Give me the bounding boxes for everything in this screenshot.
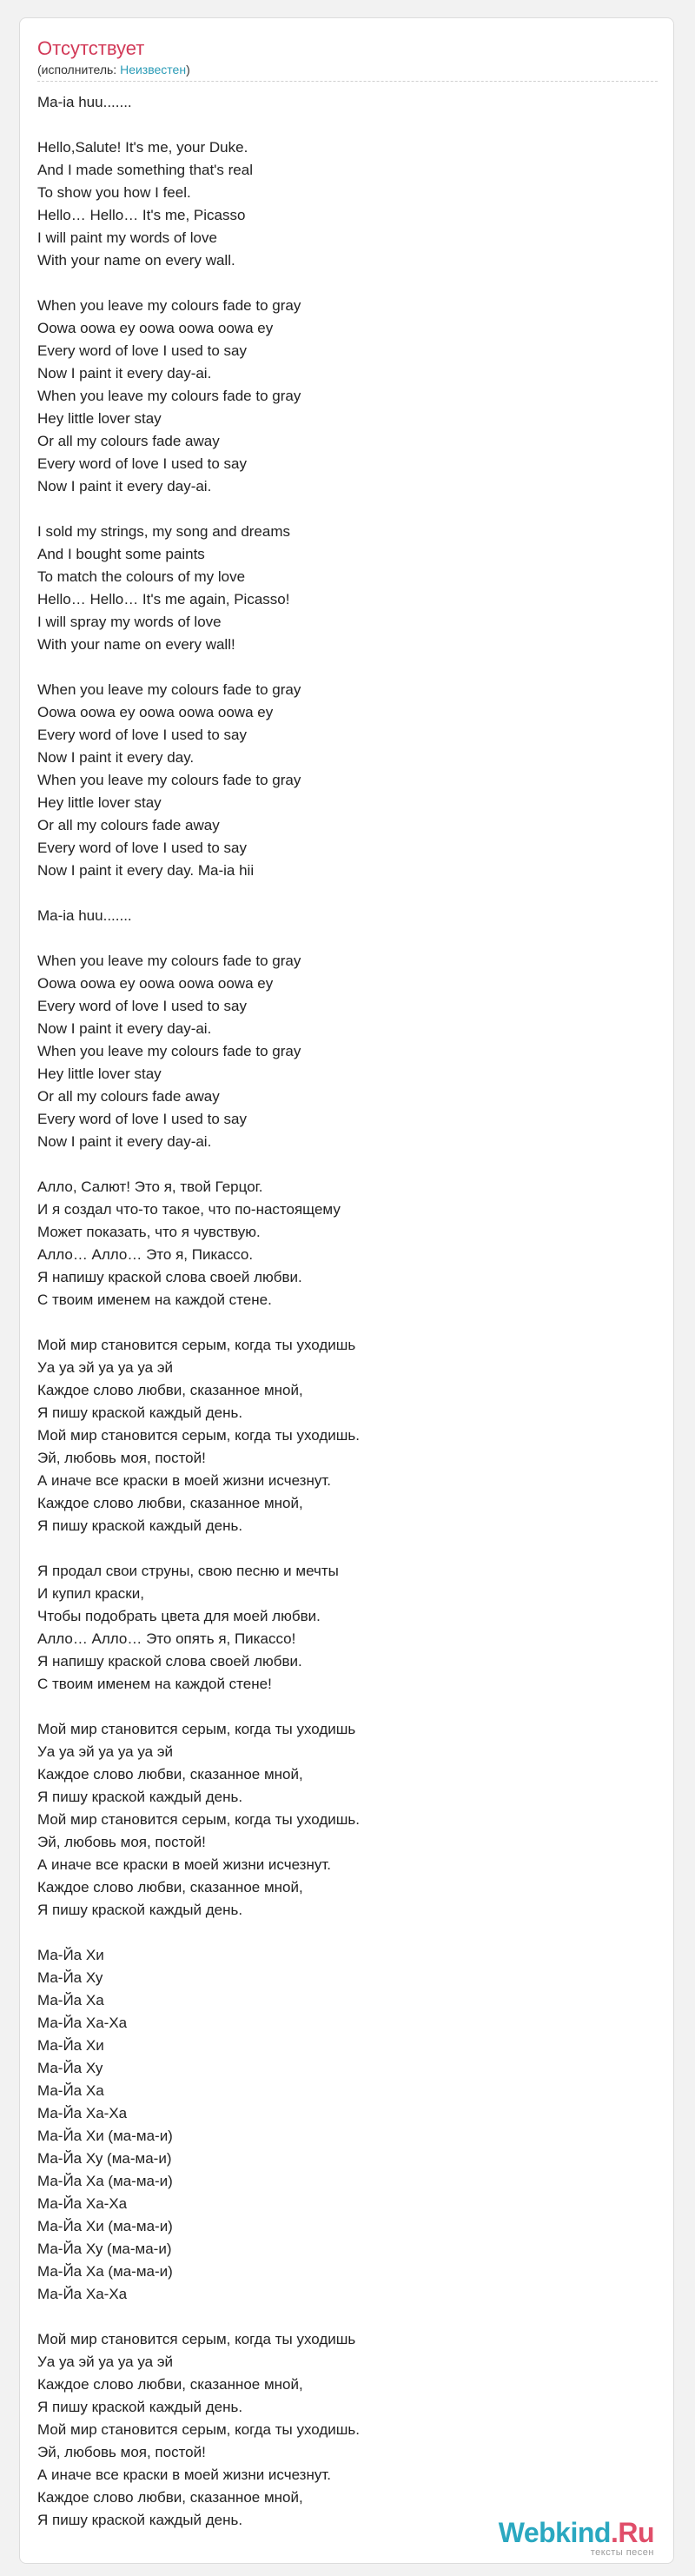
artist-line xyxy=(37,62,658,82)
lyrics-text: Ma-ia huu....... Hello,Salute! It's me, your Duke. And I made something that's real To show you how I feel. Hello… Hello… It's me, Picasso I will paint my words of love With your name on every wall. When you leave my colours fade to gray Oowa oowa ey oowa oowa oowa ey Every word of love I used to say Now I paint it every day-ai. When you leave my colours fade to gray Hey little lover stay Or all my colours fade away Every word of love I used to say Now I paint it every day-ai. I sold my strings, my song and dreams And I bought some paints To match the colours of my love Hello… Hello… It's me again, Picasso! I will spray my words of love With your name on every wall! When you leave my colours fade to gray Oowa oowa ey oowa oowa oowa ey Every word of love I used to say Now I paint it every day. When you leave my colours fade to gray Hey little lover stay Or all my colours fade away Every word of love I used to say Now I paint it every day. Ma-ia hii Ma-ia huu....... When you leave my colours fade to gray Oowa oowa ey oowa oowa oowa ey Every word of love I used to say Now I paint it every day-ai. When you leave my colours fade to gray Hey little lover stay Or all my colours fade away Every word of love I used to say Now I paint it every day-ai. Алло, Салют! Это я, твой Герцог. И я создал что-то такое, что по-настоящему Может показать, что я чувствую. Алло… Алло… Это я, Пикассо. Я напишу краской слова своей любви. С твоим именем на каждой стене. Мой мир становится серым, когда ты уходишь Уа уа эй уа уа уа эй Каждое слово любви, сказанное мной, Я пишу краской каждый день. Мой мир становится серым, когда ты уходишь. Эй, любовь моя, постой! А иначе все краски в моей жизни исчезнут. Каждое слово любви, сказанное мной, Я пишу краской каждый день. Я продал свои струны, свою песню и мечты И купил краски, Чтобы подобрать цвета для моей любви. Алло… Алло… Это опять я, Пикассо! Я напишу краской слова своей любви. С твоим именем на каждой стене! Мой мир становится серым, когда ты уходишь Уа уа эй уа уа уа эй Каждое слово любви, сказанное мной, Я пишу краской каждый день. Мой мир становится серым, когда ты уходишь. Эй, любовь моя, постой! А иначе все краски в моей жизни исчезнут. Каждое слово любви, сказанное мной, Я пишу краской каждый день. Ма-Йа Хи Ма-Йа Ху Ма-Йа Ха Ма-Йа Ха-Ха Ма-Йа Хи Ма-Йа Ху Ма-Йа Ха Ма-Йа Ха-Ха Ма-Йа Хи (ма-ма-и) Ма-Йа Ху (ма-ма-и) Ма-Йа Ха (ма-ма-и) Ма-Йа Ха-Ха Ма-Йа Хи (ма-ма-и) Ма-Йа Ху (ма-ма-и) Ма-Йа Ха (ма-ма-и) Ма-Йа Ха-Ха Мой мир становится серым, когда ты уходишь Уа уа эй уа уа уа эй Каждое слово любви, сказанное мной, Я пишу краской каждый день. Мой мир становится серым, когда ты уходишь. Эй, любовь моя, постой! А иначе все краски в моей жизни исчезнут. Каждое слово любви, сказанное мной, Я пишу краской каждый день. xyxy=(37,94,360,2528)
logo-wordmark xyxy=(499,2518,654,2547)
logo-tld: .Ru xyxy=(610,2517,654,2548)
site-logo[interactable] xyxy=(499,2518,654,2558)
logo-brand: Webkind xyxy=(498,2517,611,2548)
artist-link[interactable]: Неизвестен xyxy=(120,63,187,76)
logo-tagline: тексты песен xyxy=(590,2547,654,2558)
song-header xyxy=(37,37,658,82)
artist-prefix: (исполнитель: xyxy=(37,63,121,76)
song-title: Отсутствует xyxy=(37,37,145,59)
lyrics-card xyxy=(19,17,674,2564)
artist-suffix: ) xyxy=(186,63,190,76)
